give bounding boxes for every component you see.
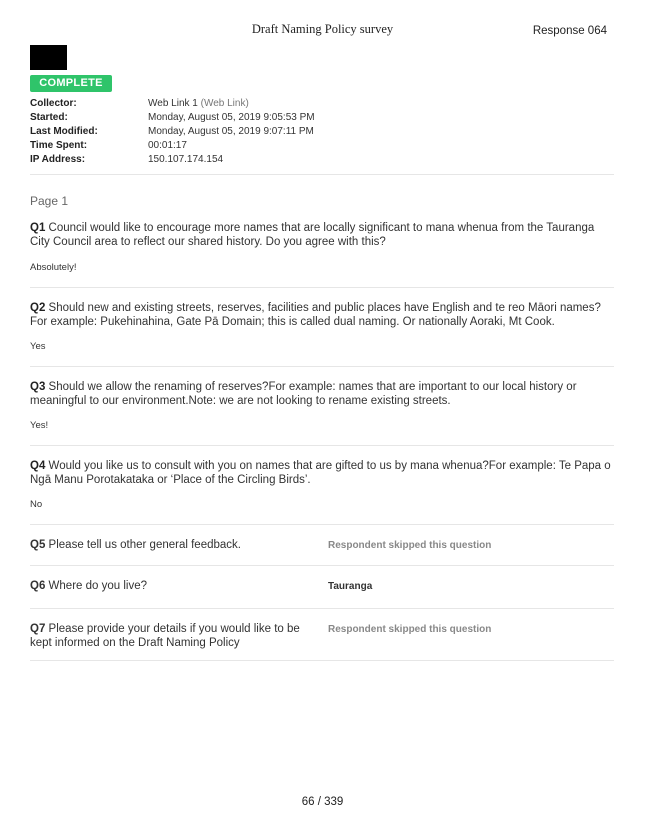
meta-value: 150.107.174.154 (148, 154, 224, 165)
meta-row-modified (30, 125, 315, 139)
collector-value: Web Link 1 (148, 98, 198, 109)
question-text: Should we allow the renaming of reserves?For example: names that are important to our local history or meaningful to our environment.Note: we are not looking to rename existing streets. (30, 381, 577, 407)
meta-value: Monday, August 05, 2019 9:05:53 PM (148, 112, 315, 123)
divider (30, 174, 614, 175)
question-number: Q7 (30, 623, 46, 635)
divider (30, 445, 614, 446)
meta-value (148, 97, 249, 111)
meta-row-collector (30, 97, 315, 111)
answer-4: No (30, 499, 43, 510)
question-text: Please tell us other general feedback. (48, 539, 241, 551)
question-text: Would you like us to consult with you on names that are gifted to us by mana whenua?For example: Te Papa o Ngā Manu Porotakataka or ‘Place of the Circling Birds’. (30, 460, 611, 486)
question-3 (30, 380, 614, 408)
page-heading: Page 1 (30, 194, 69, 208)
question-7 (30, 622, 310, 650)
collector-sub: (Web Link) (200, 98, 249, 109)
question-number: Q1 (30, 222, 46, 234)
divider (30, 660, 614, 661)
question-number: Q2 (30, 302, 46, 314)
status-badge: COMPLETE (30, 75, 112, 92)
page-number: 66 / 339 (301, 796, 344, 808)
meta-value: 00:01:17 (148, 140, 187, 151)
answer-1: Absolutely! (30, 262, 77, 273)
question-5 (30, 538, 310, 552)
divider (30, 366, 614, 367)
answer-5: Respondent skipped this question (328, 540, 492, 551)
meta-label: Collector: (30, 98, 77, 109)
divider (30, 287, 614, 288)
divider (30, 565, 614, 566)
question-number: Q4 (30, 460, 46, 472)
divider (30, 608, 614, 609)
question-number: Q3 (30, 381, 46, 393)
response-metadata (30, 97, 315, 167)
meta-row-ip (30, 153, 315, 167)
meta-label: Started: (30, 112, 68, 123)
question-2 (30, 301, 614, 329)
meta-row-started (30, 111, 315, 125)
answer-2: Yes (30, 341, 46, 352)
meta-label: Last Modified: (30, 126, 98, 137)
question-text: Where do you live? (48, 580, 147, 592)
question-number: Q6 (30, 580, 46, 592)
question-text: Should new and existing streets, reserves, facilities and public places have English and te reo Māori names?For example: Pukehinahina, Gate Pā Domain; this is called dual naming. Or nationally Aoraki, Mt Cook. (30, 302, 601, 328)
question-1 (30, 221, 614, 249)
answer-3: Yes! (30, 420, 49, 431)
question-6 (30, 579, 310, 593)
meta-label: Time Spent: (30, 140, 88, 151)
divider (30, 524, 614, 525)
response-number: Response 064 (532, 25, 607, 37)
meta-row-time-spent (30, 139, 315, 153)
redacted-block (30, 45, 67, 70)
question-4 (30, 459, 614, 487)
answer-7: Respondent skipped this question (328, 624, 492, 635)
answer-6: Tauranga (328, 581, 373, 592)
question-text: Please provide your details if you would like to be kept informed on the Draft Naming Policy (30, 623, 300, 649)
question-text: Council would like to encourage more names that are locally significant to mana whenua from the Tauranga City Council area to reflect our shared history. Do you agree with this? (30, 222, 595, 248)
meta-label: IP Address: (30, 154, 86, 165)
document-title: Draft Naming Policy survey (251, 22, 394, 36)
meta-value: Monday, August 05, 2019 9:07:11 PM (148, 126, 314, 137)
question-number: Q5 (30, 539, 46, 551)
